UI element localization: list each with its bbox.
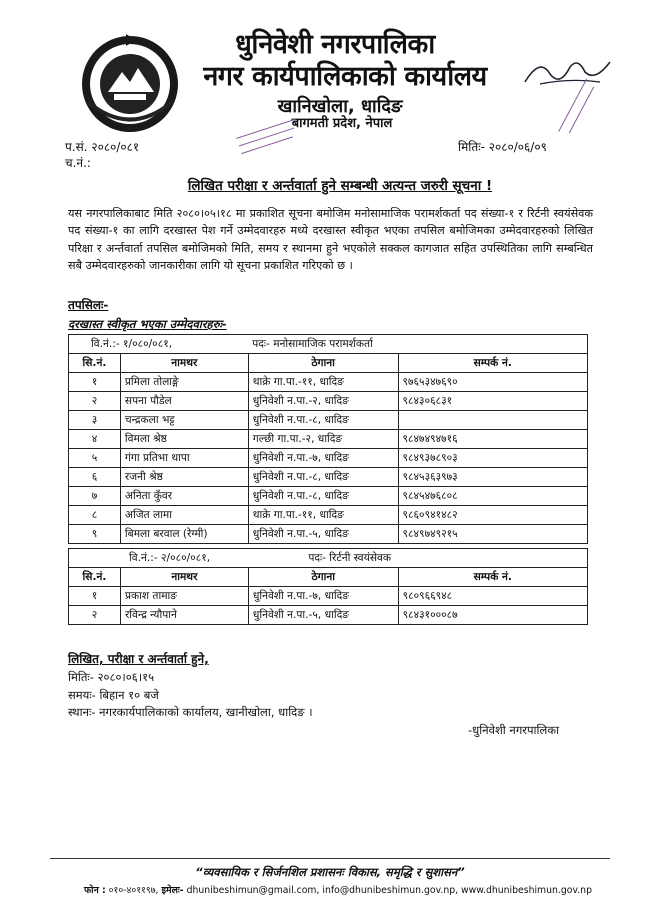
footer-divider (50, 858, 610, 859)
cell-address: धुनिवेशी न.पा.-५, धादिङ (248, 606, 398, 625)
table-row (69, 411, 588, 430)
cell-sn: ४ (69, 430, 121, 449)
col-sn: सि.नं. (69, 568, 121, 587)
table-row (69, 506, 588, 525)
table-row (69, 449, 588, 468)
signoff: -धुनिवेशी नगरपालिका (468, 723, 560, 737)
cell-sn: ५ (69, 449, 121, 468)
phone-label: फोन : (84, 885, 106, 896)
office-name: नगर कार्यपालिकाको कार्यालय (203, 61, 487, 92)
cell-name: अजित लामा (120, 506, 248, 525)
cell-address: धुनिवेशी न.पा.-७, धादिङ (248, 449, 398, 468)
officer-stamp-icon (548, 72, 608, 144)
candidates-table-2 (68, 548, 588, 625)
exam-date: मितिः- २०८०।०६।१५ (68, 670, 155, 684)
cell-sn: ८ (69, 506, 121, 525)
post1-info-row (69, 335, 588, 354)
dispatch-number: च.नं.: (65, 156, 91, 170)
email-label: इमेलः- (161, 885, 184, 896)
province-name: बागमती प्रदेश, नेपाल (291, 116, 393, 131)
cell-sn: १ (69, 587, 121, 606)
cell-contact: ९८४९३७८९०३ (398, 449, 587, 468)
cell-address: धुनिवेशी न.पा.-८, धादिङ (248, 468, 398, 487)
cell-address: धुनिवेशी न.पा.-८, धादिङ (248, 411, 398, 430)
cell-name: रविन्द्र न्यौपाने (120, 606, 248, 625)
cell-contact: ९८०९६६९४८ (398, 587, 587, 606)
cell-name: चन्द्रकला भट्ट (120, 411, 248, 430)
cell-address: थाक्रे गा.पा.-११, धादिङ (248, 373, 398, 392)
cell-contact: ९८४५३६३९७३ (398, 468, 587, 487)
notice-paragraph: यस नगरपालिकाबाट मिति २०८०।०५।१८ मा प्रकाशित सूचना बमोजिम मनोसामाजिक परामर्शकर्ता पद संख्या-१ र रिर्टनी स्वयंसेवक पद संख्या-१ का लागि दरखास्त पेश गर्ने उम्मेदवारहरु मध्ये दरखास्त स्वीकृत भएका तपसिल बमोजिमका उम्मेदवारहरुको लिखित परिक्षा र अर्न्तवार्ता तपसिल बमोजिमको मिति, समय र स्थानमा हुने भएकोले सक्कल कागजात सहित उपस्थितिका लागि सम्बन्धित सबै उम्मेदवारहरुको जानकारीका लागि यो सूचना प्रकाशित गरिएको छ । (68, 207, 593, 273)
col-sn: सि.नं. (69, 354, 121, 373)
cell-contact: ९८४७४९४७१६ (398, 430, 587, 449)
cell-name: अनिता कुँवर (120, 487, 248, 506)
cell-contact: ९८४५४७६८०८ (398, 487, 587, 506)
cell-name: बिमला बरवाल (रेग्मी) (120, 525, 248, 544)
table-row (69, 430, 588, 449)
cell-address: गल्छी गा.पा.-२, धादिङ (248, 430, 398, 449)
cell-address: धुनिवेशी न.पा.-२, धादिङ (248, 392, 398, 411)
cell-sn: १ (69, 373, 121, 392)
table-row (69, 606, 588, 625)
exam-time: समयः- बिहान १० बजे (68, 687, 159, 702)
cell-sn: ७ (69, 487, 121, 506)
office-stamp-icon (230, 118, 310, 158)
cell-contact: ९८४३१०००८७ (398, 606, 587, 625)
footer-contact (38, 884, 638, 898)
table-row (69, 373, 588, 392)
post1-adv-number: वि.नं.:- १/०८०/०८१, (69, 335, 249, 354)
phone-number: ०१०-४०११९७, (108, 885, 159, 896)
col-address: ठेगाना (248, 354, 398, 373)
table-row (69, 587, 588, 606)
cell-sn: ३ (69, 411, 121, 430)
cell-sn: ९ (69, 525, 121, 544)
col-contact: सम्पर्क नं. (398, 568, 587, 587)
notice-title: लिखित परीक्षा र अर्न्तवार्ता हुने सम्बन्धी अत्यन्त जरुरी सूचना ! (187, 178, 493, 194)
cell-name: विमला श्रेष्ठ (120, 430, 248, 449)
table-header-row (69, 568, 588, 587)
table-row (69, 525, 588, 544)
cell-name: प्रकाश तामाङ (120, 587, 248, 606)
post2-adv-number: वि.नं.:- २/०८०/०८१, (69, 549, 249, 568)
cell-name: गंगा प्रतिभा थापा (120, 449, 248, 468)
cell-name: रजनी श्रेष्ठ (120, 468, 248, 487)
exam-heading: लिखित, परीक्षा र अर्न्तवार्ता हुने, (68, 652, 209, 666)
cell-contact: ९७६५३४७६९० (398, 373, 587, 392)
table-row (69, 487, 588, 506)
office-location: खानिखोला, धादिङ (277, 96, 403, 117)
footer-slogan: “व्यवसायिक र सिर्जनशिल प्रशासनः विकास, समृद्धि र सुशासन” (195, 865, 465, 879)
cell-contact: ९८४९७४९२१५ (398, 525, 587, 544)
table-row (69, 468, 588, 487)
cell-contact: ९८४३०६८३१ (398, 392, 587, 411)
col-contact: सम्पर्क नं. (398, 354, 587, 373)
municipality-name: धुनिवेशी नगरपालिका (235, 29, 435, 60)
post2-title: पदः- रिर्टनी स्वयंसेवक (248, 549, 587, 568)
cell-contact: ९८६०९४१४८२ (398, 506, 587, 525)
cell-contact (398, 411, 587, 430)
cell-sn: २ (69, 392, 121, 411)
post1-title: पदः- मनोसामाजिक परामर्शकर्ता (248, 335, 587, 354)
accepted-candidates-heading: दरखास्त स्वीकृत भएका उम्मेदवारहरुः- (68, 317, 227, 331)
table-header-row (69, 354, 588, 373)
cell-sn: २ (69, 606, 121, 625)
cell-sn: ६ (69, 468, 121, 487)
details-heading: तपसिलः- (68, 298, 109, 312)
cell-address: थाक्रे गा.पा.-११, धादिङ (248, 506, 398, 525)
post2-info-row (69, 549, 588, 568)
cell-name: प्रमिला तोलाङ्गे (120, 373, 248, 392)
municipality-emblem-icon (78, 32, 182, 134)
cell-address: धुनिवेशी न.पा.-८, धादिङ (248, 487, 398, 506)
col-address: ठेगाना (248, 568, 398, 587)
cell-name: सपना पौडेल (120, 392, 248, 411)
col-name: नामथर (120, 354, 248, 373)
cell-address: धुनिवेशी न.पा.-७, धादिङ (248, 587, 398, 606)
exam-details (68, 669, 313, 722)
candidates-table-1 (68, 334, 588, 544)
table-row (69, 392, 588, 411)
email-addresses: dhunibeshimun@gmail.com, info@dhunibeshimun.gov.np, www.dhunibeshimun.gov.np (186, 885, 592, 896)
col-name: नामथर (120, 568, 248, 587)
reference-number: प.सं. २०८०/०८१ (65, 140, 140, 154)
cell-address: धुनिवेशी न.पा.-५, धादिङ (248, 525, 398, 544)
notice-date: मितिः- २०८०/०६/०९ (458, 140, 547, 154)
exam-place: स्थानः- नगरकार्यपालिकाको कार्यालय, खानीखोला, धादिङ । (68, 705, 313, 720)
